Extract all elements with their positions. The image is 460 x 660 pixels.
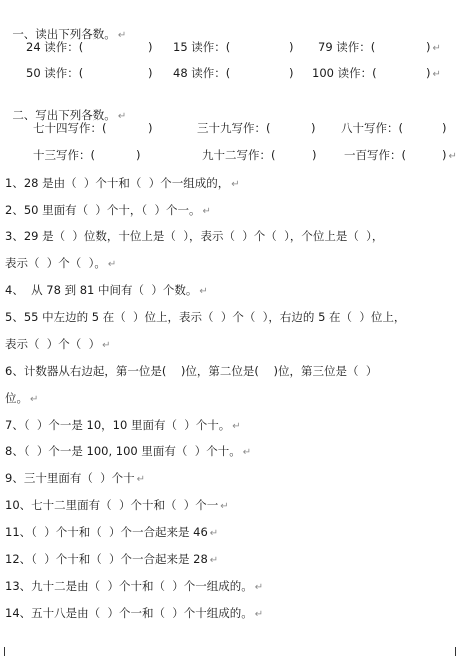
question-14 <box>5 606 263 622</box>
read-item-15-close <box>289 40 294 54</box>
paragraph-mark-icon: ↵ <box>432 69 441 80</box>
read-item-50-close <box>148 66 153 80</box>
paragraph-mark-icon: ↵ <box>231 179 240 190</box>
write-item-92 <box>202 148 276 162</box>
read-item-24 <box>26 40 83 54</box>
read-item-label: 50 读作：( <box>26 66 84 80</box>
question-text: 13、九十二是由（ ）个十和（ ）个一组成的。 <box>5 579 253 593</box>
write-item-100 <box>344 148 406 162</box>
paragraph-mark-icon: ↵ <box>254 582 264 593</box>
write-item-label: 十三写作：( <box>33 148 95 162</box>
question-13 <box>5 579 263 595</box>
question-text: 11、（ ）个十和（ ）个一合起来是 46 <box>5 525 208 539</box>
paragraph-mark-icon: ↵ <box>136 474 146 485</box>
read-item-15 <box>173 40 230 54</box>
read-item-label: 15 读作：( <box>173 40 231 54</box>
paragraph-mark-icon: ↵ <box>117 111 127 122</box>
read-item-48 <box>173 66 230 80</box>
paragraph-mark-icon: ↵ <box>117 30 127 41</box>
read-item-48-close <box>289 66 294 80</box>
paragraph-mark-icon: ↵ <box>232 421 241 432</box>
question-1 <box>5 176 240 192</box>
write-item-label: 三十九写作：( <box>197 121 271 135</box>
read-item-100-close <box>426 66 441 82</box>
paragraph-mark-icon: ↵ <box>432 43 441 54</box>
question-text: 7、（ ）个一是 10，10 里面有（ ）个十。 <box>5 418 231 432</box>
paragraph-mark-icon: ↵ <box>107 259 117 270</box>
read-item-24-close <box>148 40 153 54</box>
question-text: 5、55 中左边的 5 在（ ）位上，表示（ ）个（ ），右边的 5 在（ ）位上， <box>5 310 406 324</box>
question-text: 6、计数器从右边起，第一位是( )位，第二位是( )位，第三位是（ ） <box>5 364 378 378</box>
read-item-label: 48 读作：( <box>173 66 231 80</box>
question-text: 12、（ ）个十和（ ）个一合起来是 28 <box>5 552 208 566</box>
question-5 <box>5 310 405 324</box>
paragraph-mark-icon: ↵ <box>220 501 229 512</box>
read-item-label: 100 读作：( <box>312 66 377 80</box>
question-8 <box>5 444 251 460</box>
question-text: 8、（ ）个一是 100, 100 里面有（ ）个十。 <box>5 444 241 458</box>
question-text: 位。 <box>5 391 28 405</box>
read-item-label: 24 读作：( <box>26 40 84 54</box>
write-item-39 <box>197 121 271 135</box>
paren-close: ) <box>426 40 431 54</box>
read-item-79-close <box>426 40 441 56</box>
paragraph-mark-icon: ↵ <box>209 555 219 566</box>
question-6-cont <box>5 391 38 407</box>
read-item-label: 79 读作：( <box>318 40 376 54</box>
question-text: 4、 从 78 到 81 中间有（ ）个数。 <box>5 283 198 297</box>
question-text: 表示（ ）个（ ）。 <box>5 256 106 270</box>
paragraph-mark-icon: ↵ <box>102 340 111 351</box>
write-item-100-close <box>442 148 457 164</box>
question-9 <box>5 471 145 487</box>
paren-close: ) <box>148 121 153 135</box>
question-text: 9、三十里面有（ ）个十 <box>5 471 135 485</box>
paren-close: ) <box>312 148 317 162</box>
paragraph-mark-icon: ↵ <box>242 447 252 458</box>
question-7 <box>5 418 241 434</box>
paren-close: ) <box>426 66 431 80</box>
paragraph-mark-icon: ↵ <box>30 394 39 405</box>
write-item-80 <box>341 121 403 135</box>
question-3-cont <box>5 256 116 272</box>
paragraph-mark-icon: ↵ <box>209 528 219 539</box>
write-item-label: 七十四写作：( <box>33 121 107 135</box>
paren-close: ) <box>136 148 141 162</box>
page-corner-mark-left <box>4 647 12 656</box>
question-10 <box>5 498 229 514</box>
paren-close: ) <box>442 148 447 162</box>
write-item-13 <box>33 148 95 162</box>
question-3 <box>5 229 383 243</box>
section-2-title-text: 二、写出下列各数。 <box>12 108 116 122</box>
page-corner-mark-right <box>448 647 456 656</box>
question-11 <box>5 525 218 541</box>
write-item-label: 九十二写作：( <box>202 148 276 162</box>
question-5-cont <box>5 337 111 353</box>
question-text: 2、50 里面有（ ）个十，（ ）个一。 <box>5 203 201 217</box>
write-item-label: 八十写作：( <box>341 121 403 135</box>
paren-close: ) <box>148 66 153 80</box>
paren-close: ) <box>148 40 153 54</box>
question-text: 1、28 是由（ ）个十和（ ）个一组成的， <box>5 176 230 190</box>
question-4 <box>5 283 208 299</box>
section-1-title <box>5 13 126 43</box>
paragraph-mark-icon: ↵ <box>199 286 208 297</box>
paragraph-mark-icon: ↵ <box>202 206 211 217</box>
paren-close: ) <box>442 121 447 135</box>
section-2-title <box>5 94 126 124</box>
read-item-79 <box>318 40 375 54</box>
write-item-80-close <box>442 121 447 135</box>
paren-close: ) <box>289 66 294 80</box>
question-text: 14、五十八是由（ ）个一和（ ）个十组成的。 <box>5 606 253 620</box>
question-text: 3、29 是（ ）位数，十位上是（ ），表示（ ）个（ ），个位上是（ ）， <box>5 229 384 243</box>
question-2 <box>5 203 211 219</box>
read-item-100 <box>312 66 377 80</box>
write-item-74 <box>33 121 107 135</box>
section-1-title-text: 一、读出下列各数。 <box>12 27 116 41</box>
question-text: 10、七十二里面有（ ）个十和（ ）个一 <box>5 498 219 512</box>
write-item-92-close <box>312 148 317 162</box>
write-item-74-close <box>148 121 153 135</box>
question-12 <box>5 552 218 568</box>
write-item-13-close <box>136 148 141 162</box>
write-item-39-close <box>311 121 316 135</box>
paragraph-mark-icon: ↵ <box>254 609 264 620</box>
write-item-label: 一百写作：( <box>344 148 406 162</box>
paren-close: ) <box>289 40 294 54</box>
paragraph-mark-icon: ↵ <box>448 151 457 162</box>
paren-close: ) <box>311 121 316 135</box>
question-6 <box>5 364 377 378</box>
read-item-50 <box>26 66 83 80</box>
question-text: 表示（ ）个（ ） <box>5 337 101 351</box>
